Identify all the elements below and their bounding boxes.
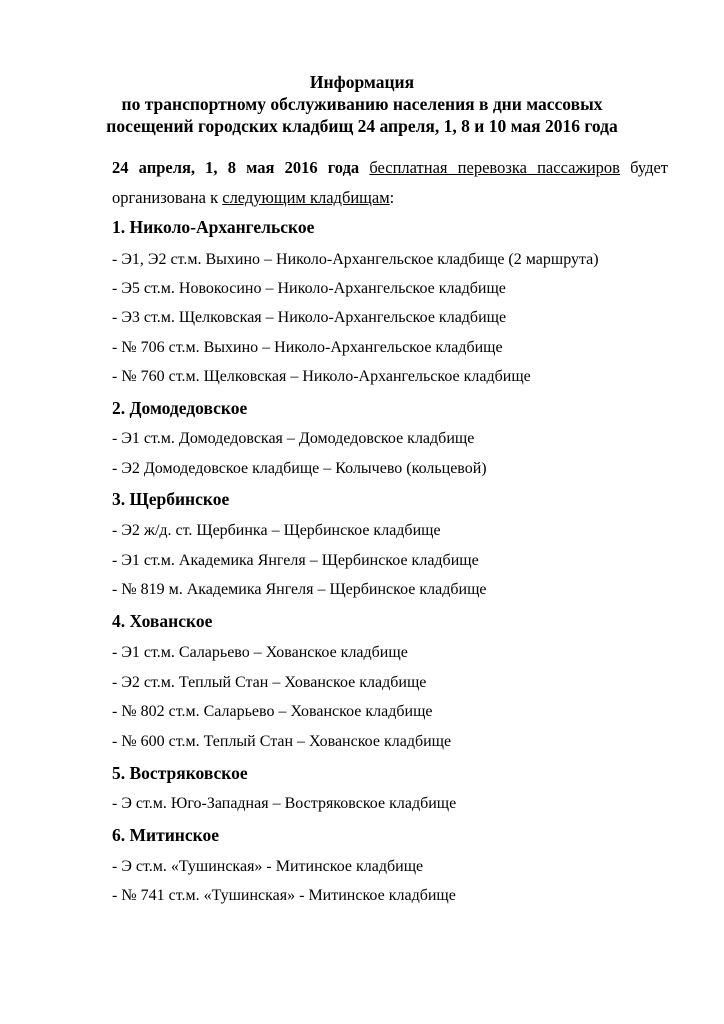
route-item: - Э3 ст.м. Щелковская – Николо-Архангельское кладбище [112, 309, 507, 326]
intro-paragraph-line-1 [112, 157, 668, 179]
document-title: Информация [309, 72, 415, 92]
intro-cemeteries-link: следующим кладбищам [222, 188, 390, 207]
section-heading-domodedovskoe: 2. Домодедовское [112, 398, 248, 418]
section-heading-shcherbinskoe: 3. Щербинское [112, 489, 230, 509]
route-item: - Э1 ст.м. Саларьево – Хованское кладбище [112, 644, 408, 661]
route-item: - Э ст.м. Юго-Западная – Востряковское кладбище [112, 795, 457, 812]
route-item: - Э2 ж/д. ст. Щербинка – Щербинское кладбище [112, 522, 441, 539]
section-heading-vostryakovskoe: 5. Востряковское [112, 763, 248, 783]
route-item: - Э1, Э2 ст.м. Выхино – Николо-Архангельское кладбище (2 маршрута) [112, 251, 599, 268]
route-item: - Э1 ст.м. Академика Янгеля – Щербинское кладбище [112, 552, 479, 569]
intro-will-be: будет [630, 158, 669, 177]
intro-organized: организована к [112, 188, 219, 207]
route-item: - Э1 ст.м. Домодедовская – Домодедовское кладбище [112, 430, 475, 447]
section-heading-mitinskoe: 6. Митинское [112, 825, 219, 845]
document-subtitle-line-2: посещений городских кладбищ 24 апреля, 1, 8 и 10 мая 2016 года [106, 116, 618, 136]
route-item: - № 600 ст.м. Теплый Стан – Хованское кладбище [112, 733, 452, 750]
intro-colon: : [389, 188, 395, 207]
section-heading-nikolo-arkhangelskoe: 1. Николо-Архангельское [112, 217, 315, 237]
section-heading-khovanskoe: 4. Хованское [112, 611, 213, 631]
route-item: - № 706 ст.м. Выхино – Николо-Архангельское кладбище [112, 339, 503, 356]
route-item: - № 802 ст.м. Саларьево – Хованское кладбище [112, 703, 433, 720]
route-item: - № 741 ст.м. «Тушинская» - Митинское кладбище [112, 887, 456, 904]
route-item: - Э5 ст.м. Новокосино – Николо-Архангельское кладбище [112, 280, 506, 297]
route-item: - № 819 м. Академика Янгеля – Щербинское кладбище [112, 581, 487, 598]
route-item: - Э2 ст.м. Теплый Стан – Хованское кладбище [112, 674, 427, 691]
route-item: - Э ст.м. «Тушинская» - Митинское кладбище [112, 858, 424, 875]
route-item: - Э2 Домодедовское кладбище – Колычево (кольцевой) [112, 460, 487, 477]
intro-dates: 24 апреля, 1, 8 мая 2016 года [112, 158, 360, 177]
intro-free-transport: бесплатная перевозка пассажиров [369, 158, 620, 177]
document-subtitle-line-1: по транспортному обслуживанию населения в дни массовых [121, 94, 603, 114]
intro-paragraph-line-2 [112, 187, 394, 209]
route-item: - № 760 ст.м. Щелковская – Николо-Архангельское кладбище [112, 368, 531, 385]
